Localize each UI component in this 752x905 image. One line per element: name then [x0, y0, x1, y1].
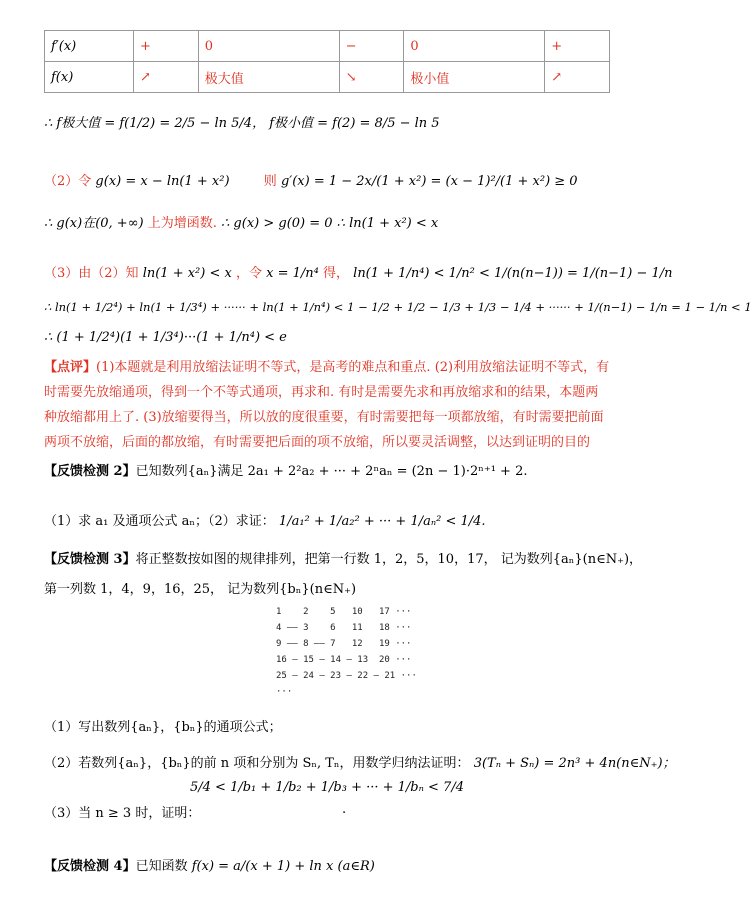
fb3-q2-line	[44, 752, 676, 771]
comment-paragraph	[44, 355, 610, 455]
grid-row: 1 2 5 10 17 ···	[276, 607, 412, 617]
part3-get: 得，	[323, 266, 350, 281]
part3-x: x = 1/n⁴	[266, 266, 319, 281]
increasing-line	[44, 212, 438, 231]
fb2-label: 【反馈检测 2】	[44, 464, 136, 479]
table-cell: 极大值	[198, 62, 339, 93]
sign-table	[44, 30, 610, 93]
table-cell: ↘	[339, 62, 404, 93]
fb4-label: 【反馈检测 4】	[44, 859, 136, 874]
fb3-q1: （1）写出数列{aₙ}，{bₙ}的通项公式；	[44, 720, 282, 735]
fb2-question-line	[44, 510, 486, 529]
feedback4-line	[44, 855, 375, 874]
part2-gprime: g′(x) = 1 − 2x/(1 + x²) = (x − 1)²/(1 + x²) ≥ 0	[280, 174, 578, 189]
table-cell: 极小值	[404, 62, 545, 93]
table-cell: 0	[404, 31, 545, 62]
fb3-label: 【反馈检测 3】	[44, 552, 136, 567]
feedback3-line2: 第一列数 1，4，9，16，25， 记为数列{bₙ}(n∈N₊)	[44, 582, 357, 597]
fb3-text1: 将正整数按如图的规律排列，把第一行数 1，2，5，10，17， 记为数列{aₙ}(n∈N₊)，	[135, 552, 643, 567]
feedback2-line	[44, 460, 527, 479]
table-cell: ↗	[545, 62, 610, 93]
fb2-ineq: 1/a₁² + 1/a₂² + ··· + 1/aₙ² < 1/4.	[278, 514, 486, 529]
fb3-q2: （2）若数列{aₙ}，{bₙ}的前 n 项和分别为 Sₙ, Tₙ，用数学归纳法证明：	[44, 756, 470, 771]
part3-prefix: （3）由（2）知	[44, 266, 139, 281]
fb2-text: 已知数列{aₙ}满足 2a₁ + 2²a₂ + ··· + 2ⁿaₙ = (2n − 1)·2ⁿ⁺¹ + 2.	[135, 464, 528, 479]
part3-ineq: ln(1 + x²) < x	[142, 266, 232, 281]
fb4-text: 已知函数	[135, 859, 188, 874]
fb4-func: f(x) = a/(x + 1) + ln x (a∈R)	[191, 859, 375, 874]
l3-a: ∴ g(x)在(0, +∞)	[44, 216, 144, 231]
grid-row: 9 —— 8 —— 7 12 19 ···	[276, 639, 412, 649]
comment-label: 【点评】	[44, 360, 97, 375]
part3-line	[44, 262, 673, 281]
fb2-q: （1）求 a₁ 及通项公式 aₙ；（2）求证：	[44, 514, 275, 529]
extreme-values-line: ∴ f极大值 = f(1/2) = 2/5 − ln 5/4， f极小值 = f(2) = 8/5 − ln 5	[44, 116, 440, 131]
grid-row: ···	[276, 687, 293, 697]
product-line: ∴ (1 + 1/2⁴)(1 + 1/3⁴)···(1 + 1/n⁴) < e	[44, 330, 287, 345]
fb3-q3-end: .	[342, 802, 347, 817]
table-cell: f(x)	[45, 62, 134, 93]
table-cell: +	[134, 31, 199, 62]
table-row	[45, 62, 610, 93]
part2-line	[44, 170, 578, 189]
table-row	[45, 31, 610, 62]
part3-chain: ln(1 + 1/n⁴) < 1/n² < 1/(n(n−1)) = 1/(n−1) − 1/n	[353, 266, 673, 281]
table-cell: 0	[198, 31, 339, 62]
part2-g: g(x) = x − ln(1 + x²)	[95, 174, 230, 189]
feedback3-line1	[44, 548, 642, 567]
l3-b: 上为增函数.	[147, 216, 217, 231]
fb3-q3: （3）当 n ≥ 3 时，证明：	[44, 806, 201, 821]
grid-row: 16 — 15 — 14 — 13 20 ···	[276, 655, 412, 665]
grid-row: 25 — 24 — 23 — 22 — 21 ···	[276, 671, 417, 681]
fb3-q2-eq: 3(Tₙ + Sₙ) = 2n³ + 4n(n∈N₊)；	[473, 756, 676, 771]
table-cell: f′(x)	[45, 31, 134, 62]
part2-then: 则	[263, 174, 277, 189]
part3-let: ，令	[235, 266, 262, 281]
part2-prefix: （2）令	[44, 174, 92, 189]
grid-row: 4 —— 3 6 11 18 ···	[276, 623, 412, 633]
l3-c: ∴ g(x) > g(0) = 0 ∴ ln(1 + x²) < x	[221, 216, 439, 231]
sum-line: ∴ ln(1 + 1/2⁴) + ln(1 + 1/3⁴) + ······ + ln(1 + 1/n⁴) < 1 − 1/2 + 1/2 − 1/3 + 1/3 − 1/4 + ······ + 1/(n−1) − 1/n = 1 − 1/n < 1	[44, 300, 752, 314]
fb3-q3-ineq: 5/4 < 1/b₁ + 1/b₂ + 1/b₃ + ··· + 1/bₙ < 7/4	[190, 780, 464, 795]
table-cell: ↗	[134, 62, 199, 93]
comment-text: (1)本题就是利用放缩法证明不等式，是高考的难点和重点. (2)利用放缩法证明不等式，有时需要先放缩通项，得到一个不等式通项，再求和. 有时是需要先求和再放缩求和的结果，本题两种放缩都用上了. (3)放缩要得当，所以放的度很重要，有时需要把每一项都放缩，有时需要把前面两项不放缩，后面的都放缩，有时需要把后面的项不放缩，所以要灵活调整，以达到证明的目的	[44, 360, 610, 450]
table-cell: −	[339, 31, 404, 62]
number-grid-figure	[276, 604, 416, 700]
table-cell: +	[545, 31, 610, 62]
